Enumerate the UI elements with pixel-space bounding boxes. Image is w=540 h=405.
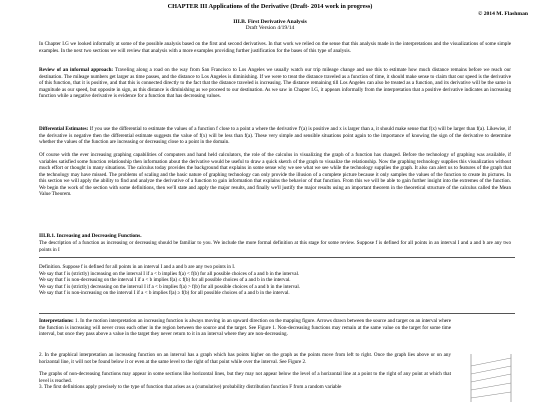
subsection-text: The description of a function as increasing or decreasing should be familiar to you. We include the more formal definition at this stage for some review. Suppose f is defined for all points in an interval I and a and b are any two points in I [39,240,511,253]
mapping-arrow [471,366,511,374]
estimates-heading: Differential Estimates: [39,126,89,132]
definition-block [39,264,511,297]
divider [39,313,515,314]
section-title: III.B. First Derivative Analysis [233,19,307,25]
technology-paragraph: Of course with the ever increasing graphing capabilities of computers and hand held calculators, the role of the calculus in visualizing the graph of a function has changed. Before the technology of graphing was available, if variables satisfied some function relationship then information about the derivative would be useful to draw a quick sketch of the graph to visualize the relationship. Now the graphing technology supplies this visualization without much effort or thought in many situations. The calculus today provides the background that explains in some sense why we see what we see while the technology supplies the graph. It also can alert us to features of the graph that the technology may have missed. The problems of scaling and the basic nature of graphing technology can only provide the illusion of a complete picture because it only samples the values of the function to create its pictures. In this section we will apply the ability to find and analyze the derivative of a function to gain information that explains the behavior of that function. From this we will be able to gain further insight into the extremes of the function. We begin the work of the section with some definitions, then we'll state and apply the major results, and finally we'll justify the major results using an important theorem in the theoretical structure of the calculus called the Mean Value Theorem. [39,152,511,197]
estimates-paragraph [39,126,511,146]
chapter-title: CHAPTER III Applications of the Derivative (Draft- 2014 work in progress) [167,3,373,10]
mapping-arrow [471,374,511,382]
interpretations-text: 1. In the motion interpretation an increasing function is always moving in an upward direction on the mapping figure. Arrows drawn between the source and target on an interval where the function is increasing will never cross each other in the region between the source and the target. See Figure 1. Non-decreasing functions may remain at the same value on the target for some time interval, but once they pass above a value in the target they never return to it in an interval where they are non-decreasing. [39,318,451,337]
probability-paragraph: 3. The first definitions apply precisely to the type of function that arises as a (cumulative) probability distribution function F from a random variable [39,384,342,390]
divider [39,257,515,258]
mapping-arrow [471,392,511,398]
subsection-title: III.B.1. Increasing and Decreasing Functions. [39,233,142,239]
intro-paragraph: In Chapter I.G we looked informally at some of the possible analysis based on the first and second derivatives. In that work we relied on the sense that this analysis made in the interpretations and the visualizations of some simple examples. In the next two sections we will review that analysis with a more examples providing further justification for the bases of this type of analysis. [39,41,511,54]
graphical-paragraph: 2. In the graphical interpretation an increasing function on an interval has a graph which has points higher on the graph as the points move from left to right. Once the graph lies above or on any horizontal line, it will not be found below it or even at the same level to the right of that point while over the interval. See Figure 2. [39,352,451,365]
estimates-text: If you use the differential to estimate the values of a function f close to a point a where the derivative f′(a) is positive and x is larger than a, it should make sense that f(x) will be larger than f(a). Likewise, if the derivative is negative then the differential estimate suggests the value of f(x) will be less than f(a). These very simple and sensible situations point again to the importance of knowing the sign of the derivative to determine whether the values of the function are increasing or decreasing close to a point in the domain. [39,126,511,145]
mapping-figure [465,352,517,404]
mapping-arrow [471,383,511,390]
definition-line: We say that f is non-decreasing on the interval I if a < b implies f(a) ≤ f(b) for all possible choices of a and b in the interval. [39,277,291,284]
review-text: Traveling along a road on the way from San Francisco to Los Angeles we usually watch our trip mileage change and use this to estimate how much distance remains before we reach our destination. The mileage numbers get larger as time passes, and the distance to Los Angeles is diminishing. If we were to treat the distance traveled as a function of time, it should make sense to claim that our speed is the derivative of this function, that it is positive, and that this is connected directly to the fact that the distance traveled is increasing. The distance remaining till Los Angeles can also be treated as a function, and its derivative will be the same in magnitude as our speed, but opposite in sign, as this distance is diminishing as we proceed to our destination. As we saw in Chapter I.G, it appears informally from the interpretation that a positive derivative indicates an increasing function while a negative derivative is evidence for a function that has decreasing values. [39,67,511,99]
copyright: © 2014 M. Flashman [478,11,528,17]
section-heading [0,19,540,32]
definition-line: Definition. Suppose f is defined for all points in an interval I and a and b are any two points in I. [39,264,236,270]
interpretations-heading: Interpretations: [39,318,74,324]
definition-line: We say that f is (strictly) decreasing on the interval I if a < b implies f(a) > f(b) for all possible choices of a and b in the interval. [39,283,301,290]
review-heading: Review of an informal approach: [39,67,114,73]
mapping-arrow [471,358,511,366]
draft-version: Draft Version 4/19/14 [245,25,295,32]
definition-line: We say that f is non-increasing on the interval I if a < b implies f(a) ≥ f(b) for all possible choices of a and b in the interval. [39,290,290,297]
interpretations-paragraph [39,318,451,338]
review-paragraph [39,67,511,100]
nondecreasing-paragraph: The graphs of non-decreasing functions may appear in some sections like horizontal lines, but they may not appear below the level of a horizontal line at a point to the right of any point at which that level is reached. [39,371,451,384]
definition-line: We say that f is (strictly) increasing on the interval I if a < b implies f(a) < f(b) for all possible choices of a and b in the interval. [39,270,300,277]
